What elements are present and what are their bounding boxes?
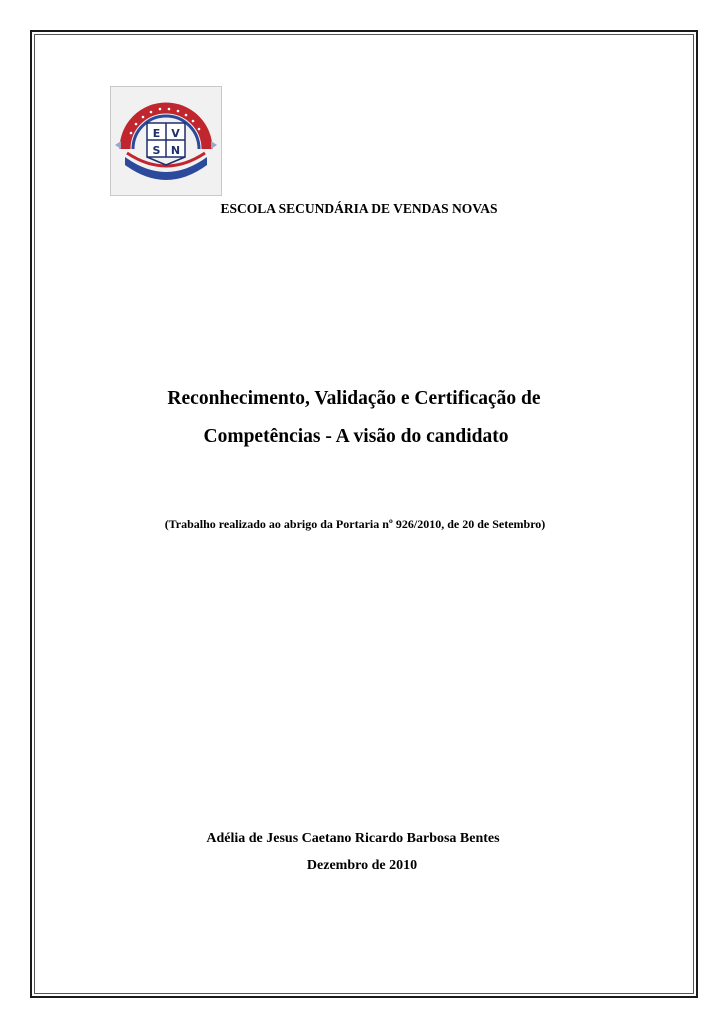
document-date: Dezembro de 2010: [306, 858, 418, 873]
document-subtitle: (Trabalho realizado ao abrigo da Portaria nº 926/2010, de 20 de Setembro): [164, 517, 546, 531]
crest-letter-s: S: [152, 144, 161, 157]
school-crest-icon: [110, 86, 222, 196]
school-name: ESCOLA SECUNDÁRIA DE VENDAS NOVAS: [220, 201, 498, 216]
author-name: Adélia de Jesus Caetano Ricardo Barbosa Bentes: [206, 831, 500, 846]
document-title-line-1: Reconhecimento, Validação e Certificação de: [167, 388, 541, 409]
crest-letter-v: V: [171, 127, 180, 140]
document-title-line-2: Competências - A visão do candidato: [203, 426, 509, 447]
crest-letter-e: E: [152, 127, 161, 140]
crest-letter-n: N: [170, 144, 181, 157]
